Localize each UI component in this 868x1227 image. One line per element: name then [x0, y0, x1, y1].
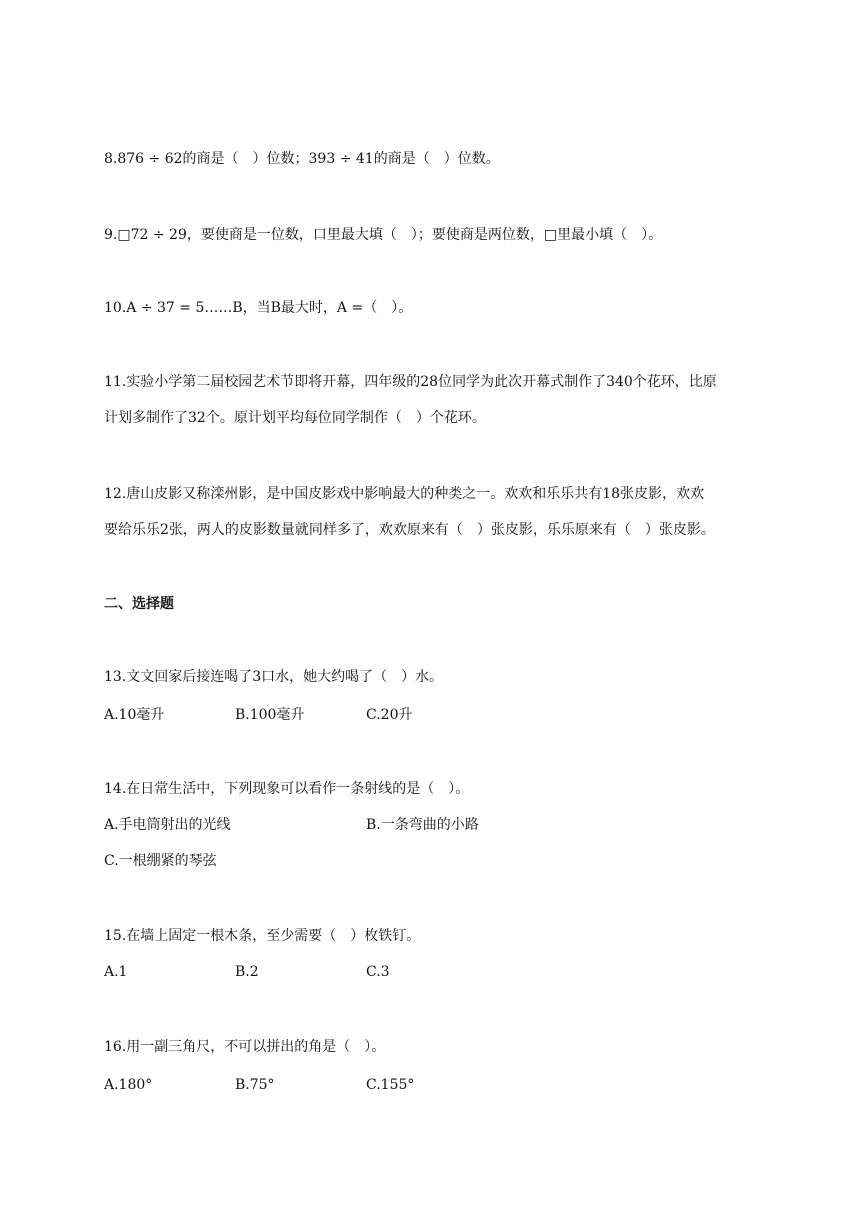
question-12-line-2: 要给乐乐2张，两人的皮影数量就同样多了，欢欢原来有（ ）张皮影，乐乐原来有（ ）张皮影。 — [104, 522, 715, 538]
question-14: 14.在日常生活中，下列现象可以看作一条射线的是（ ）。 — [104, 781, 470, 797]
q13-option-c: C.20升 — [366, 707, 413, 723]
section-heading-choice: 二、选择题 — [104, 596, 174, 612]
q16-option-a: A.180° — [104, 1077, 153, 1093]
q15-option-b: B.2 — [235, 964, 259, 980]
q14-option-a: A.手电筒射出的光线 — [104, 817, 231, 833]
q14-option-b: B.一条弯曲的小路 — [366, 817, 479, 833]
question-15: 15.在墙上固定一根木条，至少需要（ ）枚铁钉。 — [104, 928, 421, 944]
q14-option-c: C.一根绷紧的琴弦 — [104, 853, 217, 869]
question-13: 13.文文回家后接连喝了3口水，她大约喝了（ ）水。 — [104, 669, 444, 685]
q15-option-a: A.1 — [104, 964, 128, 980]
question-8: 8.876 ÷ 62的商是（ ）位数；393 ÷ 41的商是（ ）位数。 — [104, 151, 500, 167]
q16-option-c: C.155° — [366, 1077, 415, 1093]
q15-option-c: C.3 — [366, 964, 390, 980]
q13-option-a: A.10毫升 — [104, 707, 165, 723]
q16-option-b: B.75° — [235, 1077, 275, 1093]
question-11-line-1: 11.实验小学第二届校园艺术节即将开幕，四年级的28位同学为此次开幕式制作了340个花环，比原 — [104, 374, 717, 390]
question-16: 16.用一副三角尺，不可以拼出的角是（ ）。 — [104, 1039, 386, 1055]
question-9: 9.□72 ÷ 29，要使商是一位数，口里最大填（ ）；要使商是两位数，□里最小填（ ）。 — [104, 227, 663, 243]
question-10: 10.A ÷ 37 = 5……B，当B最大时，A =（ ）。 — [104, 300, 413, 316]
question-12-line-1: 12.唐山皮影又称滦州影，是中国皮影戏中影响最大的种类之一。欢欢和乐乐共有18张皮影，欢欢 — [104, 486, 705, 502]
q13-option-b: B.100毫升 — [235, 707, 305, 723]
question-11-line-2: 计划多制作了32个。原计划平均每位同学制作（ ）个花环。 — [104, 410, 486, 426]
